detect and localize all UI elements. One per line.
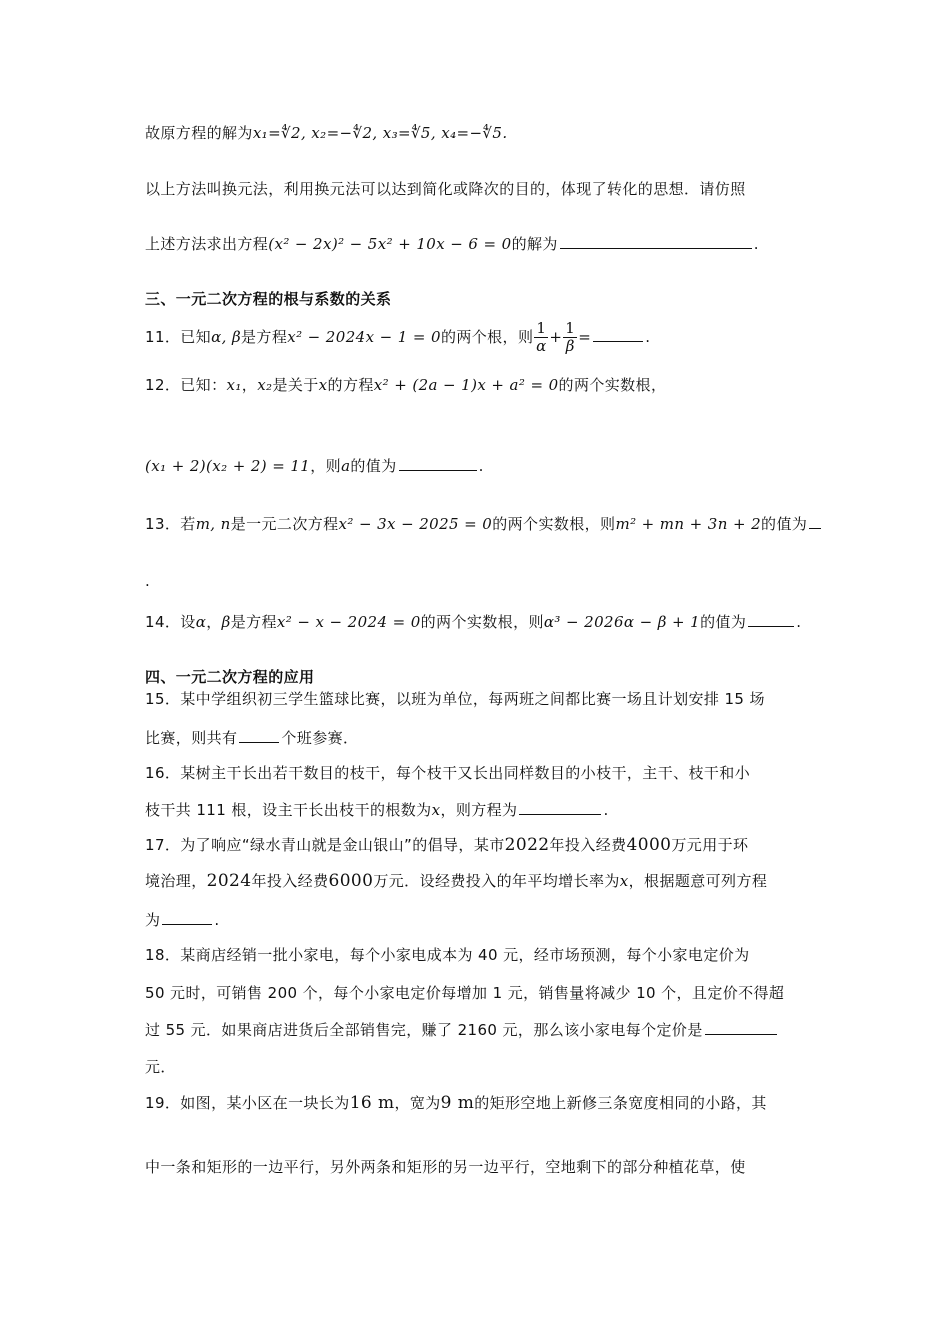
text: ，宽为 [394,1094,441,1112]
text: 为 [145,911,161,929]
denominator: β [565,337,575,355]
formula: (x₁ + 2)(x₂ + 2) = 11 [145,457,311,475]
text: 比赛，则共有 [145,729,238,747]
text: 以上方法叫换元法，利用换元法可以达到简化或降次的目的，体现了转化的思想．请仿照 [145,180,746,198]
question-17 [145,834,802,856]
formula: x [431,801,441,819]
text: 中一条和矩形的一边平行，另外两条和矩形的另一边平行，空地剩下的部分种植花草，使 [145,1158,746,1176]
text: 的方程 [327,376,374,394]
question-17-cont2 [145,908,802,931]
text: 19．如图，某小区在一块长为 [145,1094,350,1112]
formula: x₁ [226,376,242,394]
operator: + [549,328,563,346]
text: 的值为 [350,457,397,475]
question-18-cont [145,982,802,1004]
text: 是方程 [241,328,288,346]
text: 是方程 [230,613,277,631]
answer-blank[interactable] [162,908,212,925]
fraction [534,320,548,355]
text: 的值为 [761,515,808,533]
text: 的两个实数根，则 [492,515,616,533]
text: 个班参赛． [281,729,359,747]
text: ， [206,613,222,631]
formula: x [619,872,629,890]
formula: α [195,613,207,631]
number: 2022 [504,835,550,855]
formula: x [318,376,328,394]
formula: 9 m [440,1093,475,1113]
question-19-cont [145,1156,802,1178]
solution-line [145,122,802,144]
question-16 [145,762,802,784]
text: 的两个根，则 [440,328,534,346]
fraction [563,320,577,355]
number: 2024 [206,871,252,891]
text: . [478,457,484,475]
answer-blank[interactable] [560,232,752,249]
text: 11．已知 [145,328,212,346]
text: ，则方程为 [440,801,518,819]
text: 的两个实数根， [558,376,667,394]
section-heading-3 [145,288,802,310]
formula: m, n [195,515,231,533]
question-18-cont2 [145,1018,802,1041]
text: 13．若 [145,515,196,533]
formula: x₂ [257,376,273,394]
text: 枝干共 111 根，设主干长出枝干的根数为 [145,801,432,819]
text: 万元．设经费投入的年平均增长率为 [373,872,620,890]
answer-blank[interactable] [519,798,601,815]
operator: = [578,328,592,346]
question-17-cont [145,870,802,892]
numerator: 1 [536,319,547,337]
text: 年投入经费 [549,836,627,854]
section-heading-4 [145,666,802,688]
number: 6000 [328,871,374,891]
text: 过 55 元．如果商店进货后全部销售完，赚了 2160 元，那么该小家电每个定价是 [145,1021,703,1039]
answer-blank[interactable] [593,325,643,342]
question-16-cont [145,798,802,821]
formula: β [221,613,231,631]
text: 万元用于环 [671,836,749,854]
question-14 [145,610,802,633]
text: 的解为 [511,235,558,253]
formula: x² − x − 2024 = 0 [276,613,421,631]
text: 14．设 [145,613,196,631]
text: . [603,801,609,819]
text: 故原方程的解为 [145,124,253,142]
text: 的矩形空地上新修三条宽度相同的小路，其 [474,1094,767,1112]
formula: x² − 2024x − 1 = 0 [287,328,441,346]
text: 年投入经费 [251,872,329,890]
text: 18．某商店经销一批小家电，每个小家电成本为 40 元，经市场预测，每个小家电定价为 [145,946,750,964]
text: . [645,328,651,346]
answer-blank[interactable] [399,454,477,471]
answer-blank[interactable] [809,512,821,529]
text: ，根据题意可列方程 [628,872,768,890]
formula: x² + (2a − 1)x + a² = 0 [373,376,559,394]
text: 的值为 [700,613,747,631]
formula: x₁=∜2, x₂=−∜2, x₃=∜5, x₄=−∜5. [252,124,508,142]
method-line [145,178,802,200]
question-12-cont [145,454,802,477]
text: 境治理， [145,872,207,890]
text: 上述方法求出方程 [145,235,269,253]
text: 16．某树主干长出若干数目的枝干，每个枝干又长出同样数目的小枝干，主干、枝干和小 [145,764,751,782]
text: 50 元时，可销售 200 个，每个小家电定价每增加 1 元，销售量将减少 10 个，且定价不得超 [145,984,785,1002]
text: . [214,911,220,929]
text: . [753,235,759,253]
formula: α, β [211,328,242,346]
answer-blank[interactable] [748,610,794,627]
answer-blank[interactable] [705,1018,777,1035]
task-line [145,232,802,255]
text: . [145,572,151,590]
question-18-cont3 [145,1056,802,1078]
question-18 [145,944,802,966]
formula: m² + mn + 3n + 2 [615,515,762,533]
text: ，则 [310,457,342,475]
text: 是关于 [272,376,319,394]
question-15-cont [145,726,802,749]
numerator: 1 [565,319,576,337]
answer-blank[interactable] [239,726,279,743]
question-11 [145,320,802,355]
formula: (x² − 2x)² − 5x² + 10x − 6 = 0 [268,235,512,253]
number: 4000 [626,835,672,855]
text: 元． [145,1058,176,1076]
text: . [796,613,802,631]
formula: a [341,457,351,475]
formula: α³ − 2026α − β + 1 [543,613,701,631]
question-15 [145,688,802,710]
text: 的两个实数根，则 [420,613,544,631]
heading-text: 四、一元二次方程的应用 [145,668,315,686]
question-12 [145,374,802,396]
formula: 16 m [349,1093,395,1113]
text: ， [241,376,258,394]
heading-text: 三、一元二次方程的根与系数的关系 [145,290,392,308]
text: 15．某中学组织初三学生篮球比赛，以班为单位，每两班之间都比赛一场且计划安排 15 场 [145,690,765,708]
formula: x² − 3x − 2025 = 0 [338,515,493,533]
denominator: α [536,337,547,355]
text: 12．已知： [145,376,227,394]
question-13-cont [145,570,802,592]
text: 17．为了响应“绿水青山就是金山银山”的倡导，某市 [145,836,505,854]
question-19 [145,1092,802,1114]
question-13 [145,512,808,535]
text: 是一元二次方程 [230,515,339,533]
